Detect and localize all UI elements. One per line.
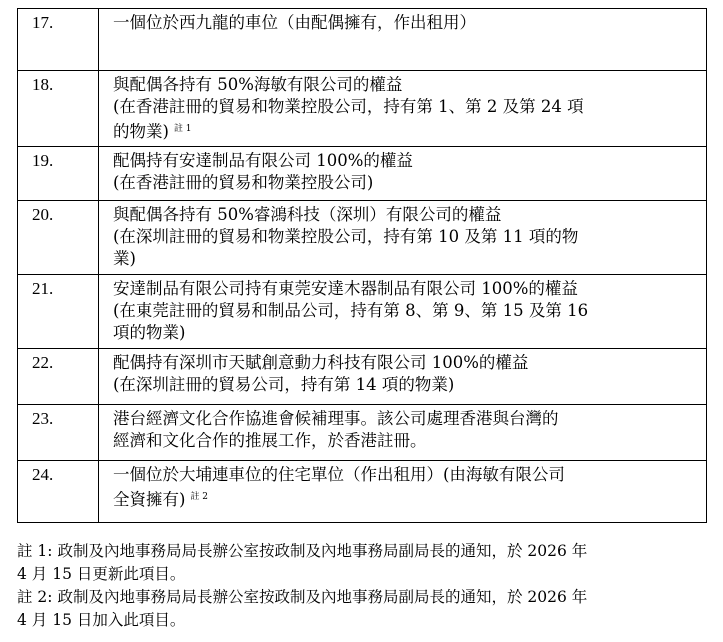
footnote-line: 4 月 15 日加入此項目。 [17, 611, 186, 629]
row-number: 17. [18, 9, 99, 71]
row-line-text: 的物業) [113, 122, 169, 141]
row-line: (在香港註冊的貿易和物業控股公司，持有第 1、第 2 及第 24 項 [113, 97, 584, 116]
row-line: 與配偶各持有 50%海敏有限公司的權益 [113, 75, 403, 94]
table-row [18, 147, 707, 201]
footnote-line: 註 2: 政制及內地事務局局長辦公室按政制及內地事務局副局長的通知，於 2026 年 [17, 588, 588, 606]
row-line: (在香港註冊的貿易和物業控股公司) [113, 173, 374, 192]
footnote-marker: 註 2 [190, 492, 209, 502]
row-text [99, 147, 707, 201]
row-number: 21. [18, 275, 99, 349]
footnotes [17, 540, 707, 632]
row-number: 24. [18, 461, 99, 523]
row-number: 22. [18, 349, 99, 405]
row-line: 一個位於西九龍的車位（由配偶擁有，作出租用） [113, 13, 476, 32]
row-line: 安達制品有限公司持有東莞安達木器制品有限公司 100%的權益 [113, 279, 578, 298]
row-line: 港台經濟文化合作協進會候補理事。該公司處理香港與台灣的 [113, 409, 559, 428]
declaration-table [17, 8, 707, 523]
row-text [99, 405, 707, 461]
row-text [99, 461, 707, 523]
footnote-marker: 註 1 [173, 124, 192, 134]
row-line: 項的物業) [113, 323, 186, 342]
row-line: (在深圳註冊的貿易和物業控股公司，持有第 10 及第 11 項的物 [113, 227, 579, 246]
row-line: (在東莞註冊的貿易和制品公司，持有第 8、第 9、第 15 及第 16 [113, 301, 589, 320]
row-line [113, 118, 698, 143]
row-line: 業) [113, 249, 136, 268]
row-line: 配偶持有安達制品有限公司 100%的權益 [113, 151, 413, 170]
table-row [18, 405, 707, 461]
footnote [17, 586, 707, 632]
table-row [18, 71, 707, 147]
row-text [99, 201, 707, 275]
table-row [18, 461, 707, 523]
row-text [99, 9, 707, 71]
table-row [18, 349, 707, 405]
row-text [99, 275, 707, 349]
footnote-line: 4 月 15 日更新此項目。 [17, 565, 186, 583]
row-number: 23. [18, 405, 99, 461]
row-number: 18. [18, 71, 99, 147]
row-line: (在深圳註冊的貿易公司，持有第 14 項的物業) [113, 375, 455, 394]
row-number: 19. [18, 147, 99, 201]
table-row [18, 275, 707, 349]
row-line: 經濟和文化合作的推展工作，於香港註冊。 [113, 431, 427, 450]
table-row [18, 201, 707, 275]
row-text [99, 71, 707, 147]
row-line: 與配偶各持有 50%睿鴻科技（深圳）有限公司的權益 [113, 205, 502, 224]
row-number: 20. [18, 201, 99, 275]
row-line: 一個位於大埔連車位的住宅單位（作出租用）(由海敏有限公司 [113, 465, 565, 484]
row-line [113, 486, 698, 511]
row-text [99, 349, 707, 405]
row-line: 配偶持有深圳市天賦創意動力科技有限公司 100%的權益 [113, 353, 529, 372]
footnote-line: 註 1: 政制及內地事務局局長辦公室按政制及內地事務局副局長的通知，於 2026 年 [17, 542, 588, 560]
footnote [17, 540, 707, 586]
row-line-text: 全資擁有) [113, 490, 186, 509]
table-row [18, 9, 707, 71]
